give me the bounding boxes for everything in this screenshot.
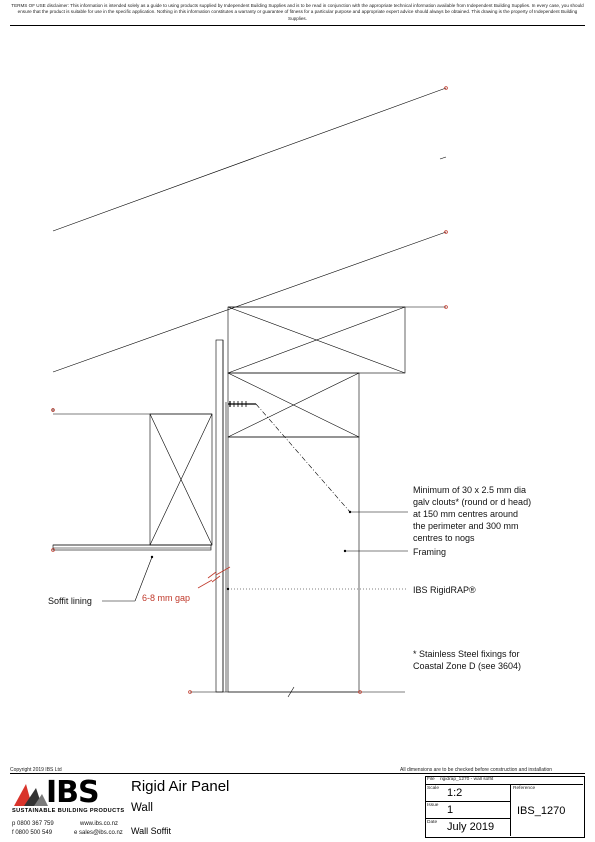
scale-label: Scale [427, 786, 439, 791]
file-label: File [427, 777, 435, 782]
issue-value: 1 [447, 804, 454, 816]
brand-wordmark: IBS [46, 775, 99, 810]
fax: f 0800 500 549 [12, 830, 53, 836]
roof-line-lower [53, 232, 446, 372]
framing-label: Framing [413, 547, 447, 557]
date-value: July 2019 [447, 821, 495, 833]
email-link[interactable]: e sales@ibs.co.nz [74, 830, 123, 836]
fixings-label-line-4: the perimeter and 300 mm [413, 521, 519, 531]
disclaimer: TERMS OF USE disclaimer: This information is intended solely as a guide to using products supplied by Independent Building Supplies and is to be read in conjunction with the appropriate technical information available from Independent Building Supplies. In every case, you should ensure that the product is suitable for use in the specific application. Nothing in this information constitutes a warranty or guarantee of fitness for a particular purpose and appropriate expert advice should always be obtained. This drawing is the property of Independent Building Supplies. [11, 3, 584, 21]
drawing-detail: Wall Soffit [131, 826, 172, 836]
stainless-note-line-1: * Stainless Steel fixings for [413, 649, 520, 659]
website-link[interactable]: www.ibs.co.nz [80, 821, 119, 827]
roof-break-mark [440, 157, 446, 159]
soffit-lining-label: Soffit lining [48, 596, 92, 606]
reference-value: IBS_1270 [517, 805, 566, 817]
dimensions-note: All dimensions are to be checked before construction and installation [400, 767, 553, 773]
drawing-title: Rigid Air Panel [131, 778, 230, 795]
rigidrap-panel [216, 340, 223, 692]
fixings-label-line-5: centres to nogs [413, 533, 475, 543]
roof-line-upper [53, 88, 446, 231]
stud [228, 437, 359, 692]
gap-label: 6-8 mm gap [142, 593, 191, 603]
date-label: Date [427, 820, 438, 825]
stainless-note-line-2: Coastal Zone D (see 3604) [413, 661, 522, 671]
fixings-label-line-3: at 150 mm centres around [413, 509, 519, 519]
rigidrap-label: IBS RigidRAP® [413, 585, 476, 595]
file-value: rigidrap_1270 - wall soffit [440, 777, 494, 782]
soffit-lining [53, 545, 211, 550]
brand-tagline: SUSTAINABLE BUILDING PRODUCTS [12, 808, 125, 814]
phone: p 0800 367 759 [12, 821, 54, 827]
drawing-subtitle: Wall [131, 802, 153, 814]
copyright: Copyright 2019 IBS Ltd [10, 767, 62, 773]
reference-label: Reference [513, 786, 536, 791]
footer-rule [10, 773, 585, 774]
fixings-label-line-2: galv clouts* (round or d head) [413, 497, 532, 507]
fixings-label-line-1: Minimum of 30 x 2.5 mm dia [413, 485, 527, 495]
issue-label: Issue [427, 803, 439, 808]
scale-value: 1:2 [447, 787, 463, 799]
